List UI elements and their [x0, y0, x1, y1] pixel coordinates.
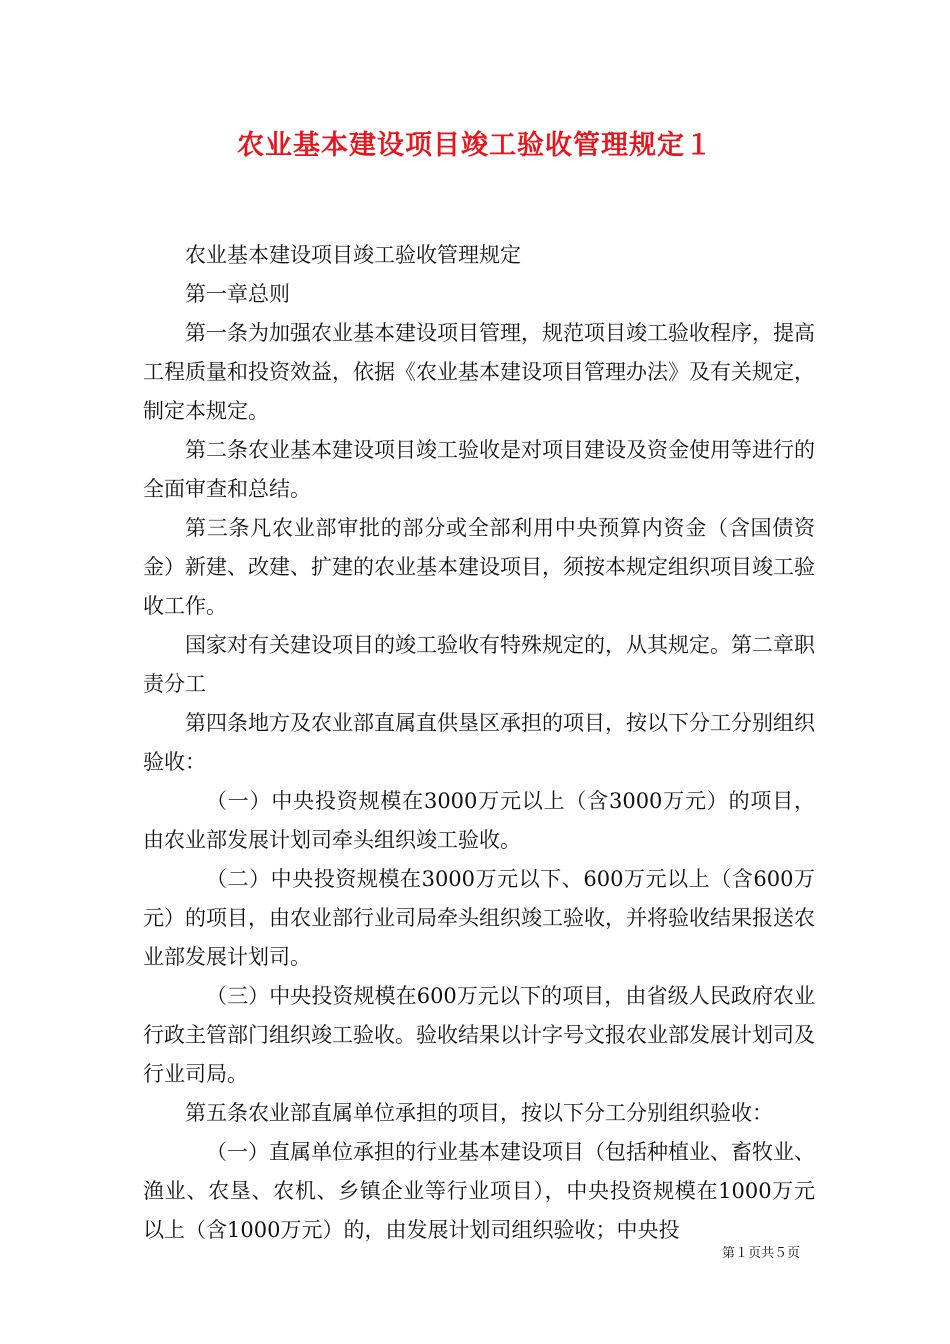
- paragraph: （一）中央投资规模在3000万元以上（含3000万元）的项目，由农业部发展计划司牵头组织竣工验收。: [143, 789, 815, 852]
- paragraph: 第一章总则: [185, 282, 290, 306]
- paragraph: 第二条农业基本建设项目竣工验收是对项目建设及资金使用等进行的全面审查和总结。: [143, 438, 815, 501]
- paragraph: 国家对有关建设项目的竣工验收有特殊规定的，从其规定。第二章职责分工: [143, 633, 815, 696]
- paragraph: （二）中央投资规模在3000万元以下、600万元以上（含600万元）的项目，由农业部行业司局牵头组织竣工验收，并将验收结果报送农业部发展计划司。: [143, 867, 815, 969]
- paragraph: （三）中央投资规模在600万元以下的项目，由省级人民政府农业行政主管部门组织竣工验收。验收结果以计字号文报农业部发展计划司及行业司局。: [143, 984, 815, 1086]
- document-body: [143, 236, 815, 1250]
- page-title: 农业基本建设项目竣工验收管理规定１: [237, 130, 713, 161]
- paragraph: 第三条凡农业部审批的部分或全部利用中央预算内资金（含国债资金）新建、改建、扩建的农业基本建设项目，须按本规定组织项目竣工验收工作。: [143, 516, 815, 618]
- paragraph: 第一条为加强农业基本建设项目管理，规范项目竣工验收程序，提高工程质量和投资效益，依据《农业基本建设项目管理办法》及有关规定，制定本规定。: [143, 321, 815, 423]
- page-indicator: 第１页共５页: [721, 1246, 800, 1261]
- paragraph: 第四条地方及农业部直属直供垦区承担的项目，按以下分工分别组织验收：: [143, 711, 815, 774]
- paragraph: 农业基本建设项目竣工验收管理规定: [185, 243, 521, 267]
- paragraph: （一）直属单位承担的行业基本建设项目（包括种植业、畜牧业、渔业、农垦、农机、乡镇企业等行业项目），中央投资规模在1000万元以上（含1000万元）的，由发展计划司组织验收；中央投: [143, 1140, 815, 1242]
- paragraph: 第五条农业部直属单位承担的项目，按以下分工分别组织验收：: [185, 1101, 773, 1125]
